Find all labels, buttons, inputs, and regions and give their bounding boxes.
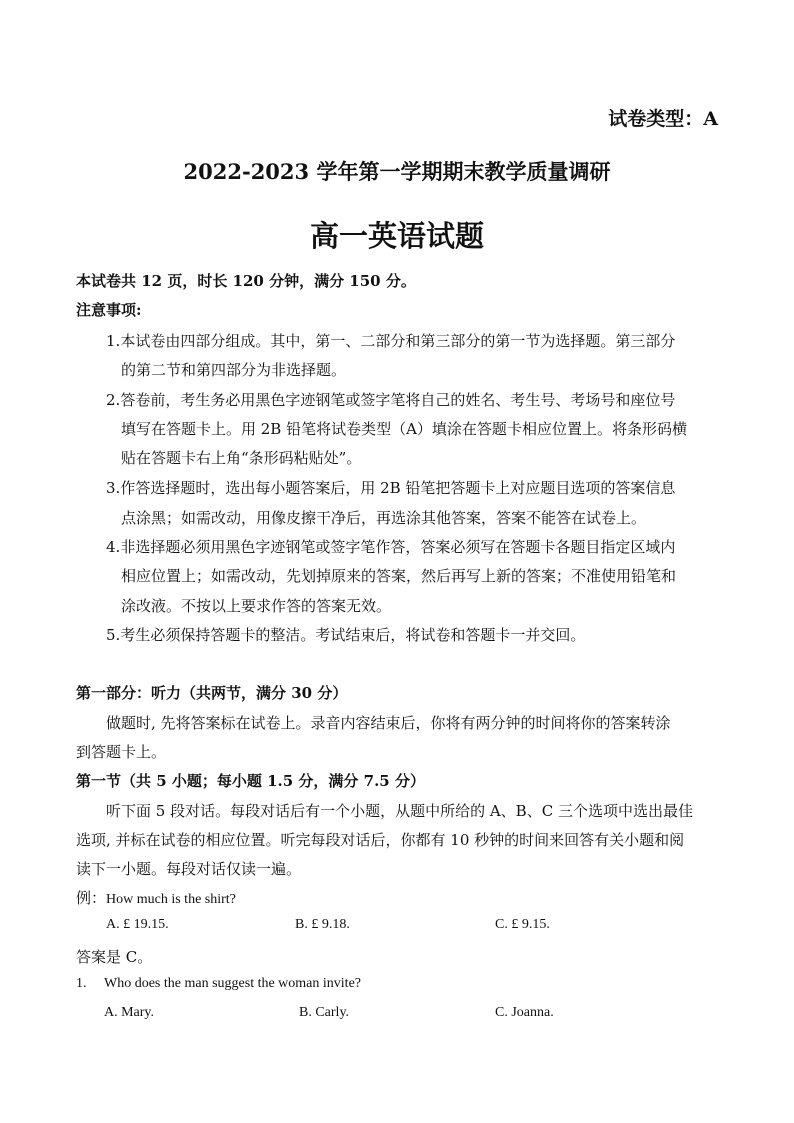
example-question-text: How much is the shirt? (106, 892, 236, 907)
notes-heading: 注意事项: (76, 301, 142, 319)
section1-intro-line: 听下面 5 段对话。每段对话后有一个小题，从题中所给的 A、B、C 三个选项中选出最佳 (106, 802, 693, 820)
note-number: 5. (106, 626, 121, 644)
example-option-c: C. £ 9.15. (495, 917, 550, 932)
note-line: 答卷前，考生务必用黑色字迹钢笔或签字笔将自己的姓名、考生号、考场号和座位号 (120, 391, 676, 409)
note-item-2 (106, 389, 675, 410)
note-line: 的第二节和第四部分为非选择题。 (121, 361, 347, 379)
section1-heading: 第一节（共 5 小题；每小题 1.5 分，满分 7.5 分） (76, 772, 425, 790)
note-line: 考生必须保持答题卡的整洁。考试结束后，将试卷和答题卡一并交回。 (120, 626, 586, 644)
note-number: 4. (106, 538, 121, 556)
note-item-3 (106, 477, 675, 498)
question-1-text: Who does the man suggest the woman invite? (104, 976, 361, 991)
note-line: 非选择题必须用黑色字迹钢笔或签字笔作答，答案必须写在答题卡各题目指定区域内 (120, 538, 676, 556)
note-item-1 (106, 330, 675, 351)
note-line: 填写在答题卡上。用 2B 铅笔将试卷类型（A）填涂在答题卡相应位置上。将条形码横 (121, 420, 687, 438)
note-line: 作答选择题时，选出每小题答案后，用 2B 铅笔把答题卡上对应题目选项的答案信息 (120, 479, 676, 497)
note-line: 涂改液。不按以上要求作答的答案无效。 (121, 597, 392, 615)
example-option-a: A. £ 19.15. (106, 917, 169, 932)
note-line: 贴在答题卡右上角“条形码粘贴处”。 (121, 449, 362, 467)
exam-summary: 本试卷共 12 页，时长 120 分钟，满分 150 分。 (76, 272, 416, 290)
part1-heading: 第一部分：听力（共两节，满分 30 分） (76, 684, 348, 702)
note-item-5 (106, 624, 585, 645)
note-number: 3. (106, 479, 121, 497)
part1-intro-line: 做题时, 先将答案标在试卷上。录音内容结束后，你将有两分钟的时间将你的答案转涂 (106, 714, 671, 732)
note-number: 2. (106, 391, 121, 409)
example-question (76, 887, 236, 908)
section1-intro-line: 读下一小题。每段对话仅读一遍。 (76, 860, 302, 878)
question-1-option-a: A. Mary. (104, 1005, 155, 1020)
part1-intro-line: 到答题卡上。 (76, 743, 167, 761)
example-label: 例： (76, 889, 107, 907)
example-answer: 答案是 C。 (76, 948, 153, 966)
note-number: 1. (106, 332, 121, 350)
note-line: 相应位置上；如需改动，先划掉原来的答案，然后再写上新的答案；不准使用铅笔和 (121, 567, 677, 585)
question-1-option-b: B. Carly. (299, 1005, 350, 1020)
note-line: 点涂黑；如需改动，用像皮擦干净后，再选涂其他答案，答案不能答在试卷上。 (121, 509, 647, 527)
exam-subtitle: 高一英语试题 (309, 219, 484, 253)
paper-type-label: 试卷类型：A (608, 108, 718, 130)
example-option-b: B. £ 9.18. (295, 917, 350, 932)
question-1-number: 1. (76, 976, 87, 991)
section1-intro-line: 选项, 并标在试卷的相应位置。听完每段对话后，你都有 10 秒钟的时间来回答有关小题和阅 (76, 831, 685, 849)
note-line: 本试卷由四部分组成。其中，第一、二部分和第三部分的第一节为选择题。第三部分 (120, 332, 676, 350)
note-item-4 (106, 536, 675, 557)
exam-title: 2022-2023 学年第一学期期末教学质量调研 (183, 159, 611, 184)
question-1-option-c: C. Joanna. (495, 1005, 554, 1020)
